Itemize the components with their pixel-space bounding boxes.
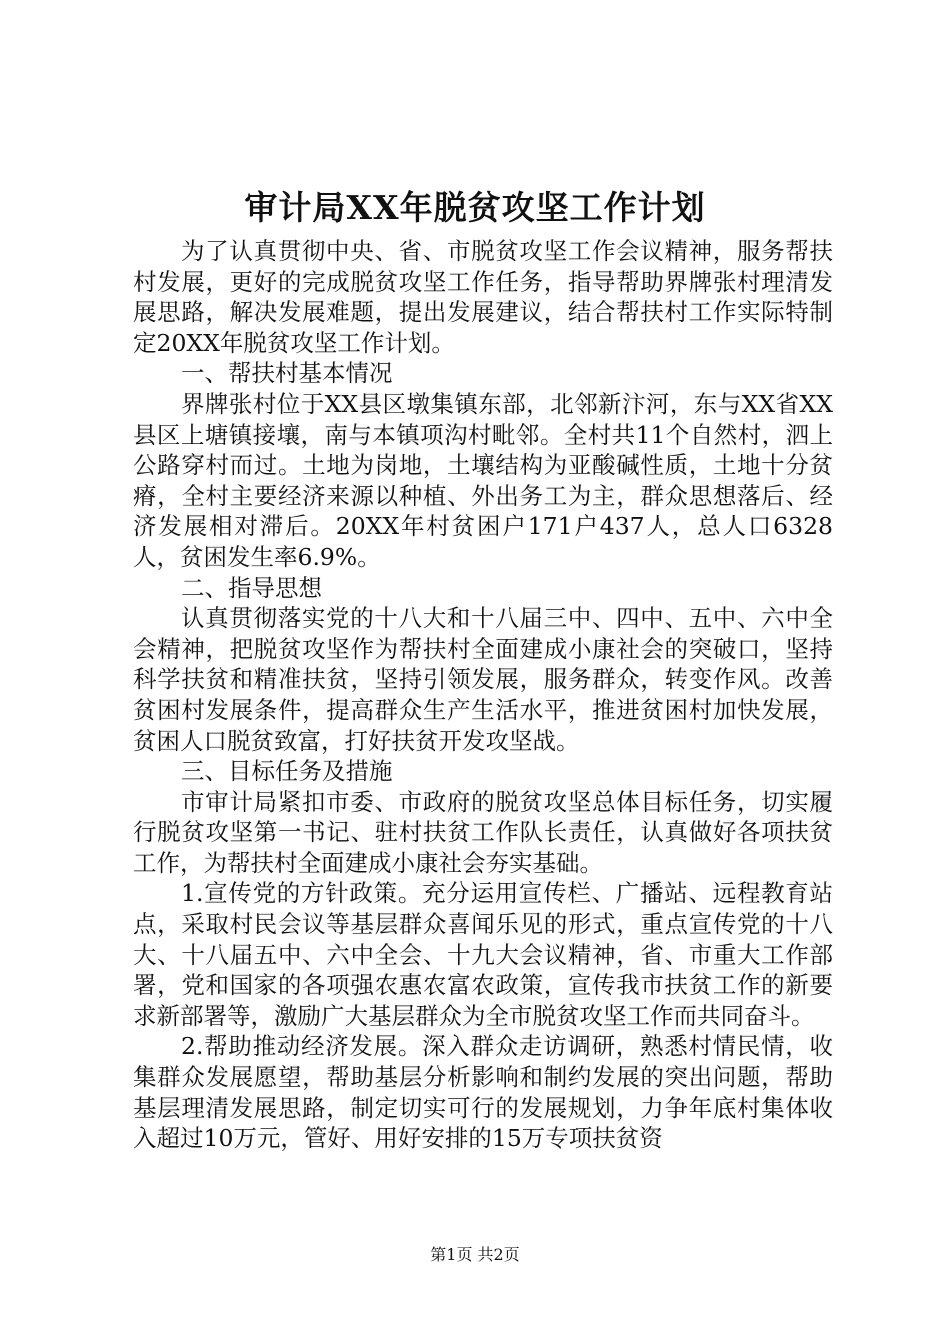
paragraph-goals: 市审计局紧扣市委、市政府的脱贫攻坚总体目标任务，切实履行脱贫攻坚第一书记、驻村扶贫工作队长责任，认真做好各项扶贫工作，为帮扶村全面建成小康社会夯实基础。 xyxy=(133,787,833,877)
paragraph-village-situation: 界牌张村位于XX县区墩集镇东部，北邻新汴河，东与XX省XX县区上塘镇接壤，南与本镇项沟村毗邻。全村共11个自然村，泗上公路穿村而过。土地为岗地，土壤结构为亚酸碱性质，土地十分贫瘠，全村主要经济来源以种植、外出务工为主，群众思想落后、经济发展相对滞后。20XX年村贫困户171户437人，总人口6328人，贫困发生率6.9%。 xyxy=(133,389,833,571)
document-body xyxy=(133,236,833,1154)
paragraph-item-2: 2.帮助推动经济发展。深入群众走访调研，熟悉村情民情，收集群众发展愿望，帮助基层分析影响和制约发展的突出问题，帮助基层理清发展思路，制定切实可行的发展规划，力争年底村集体收入超过10万元，管好、用好安排的15万专项扶贫资 xyxy=(133,1032,833,1153)
section-heading-1: 一、帮扶村基本情况 xyxy=(181,359,393,388)
section-heading-2: 二、指导思想 xyxy=(181,573,322,602)
page-footer: 第1页 共2页 xyxy=(430,1245,520,1264)
paragraph-item-1: 1.宣传党的方针政策。充分运用宣传栏、广播站、远程教育站点，采取村民会议等基层群众喜闻乐见的形式，重点宣传党的十八大、十八届五中、六中全会、十九大会议精神，省、市重大工作部署，党和国家的各项强农惠农富农政策，宣传我市扶贫工作的新要求新部署等，激励广大基层群众为全市脱贫攻坚工作而共同奋斗。 xyxy=(133,879,833,1030)
paragraph-intro: 为了认真贯彻中央、省、市脱贫攻坚工作会议精神，服务帮扶村发展，更好的完成脱贫攻坚工作任务，指导帮助界牌张村理清发展思路，解决发展难题，提出发展建议，结合帮扶村工作实际特制定20XX年脱贫攻坚工作计划。 xyxy=(133,237,833,357)
paragraph-guiding-thought: 认真贯彻落实党的十八大和十八届三中、四中、五中、六中全会精神，把脱贫攻坚作为帮扶村全面建成小康社会的突破口，坚持科学扶贫和精准扶贫，坚持引领发展，服务群众，转变作风。改善贫困村发展条件，提高群众生产生活水平，推进贫困村加快发展，贫困人口脱贫致富，打好扶贫开发攻坚战。 xyxy=(133,604,833,755)
section-heading-3: 三、目标任务及措施 xyxy=(181,757,393,786)
document-title: 审计局XX年脱贫攻坚工作计划 xyxy=(244,188,706,227)
